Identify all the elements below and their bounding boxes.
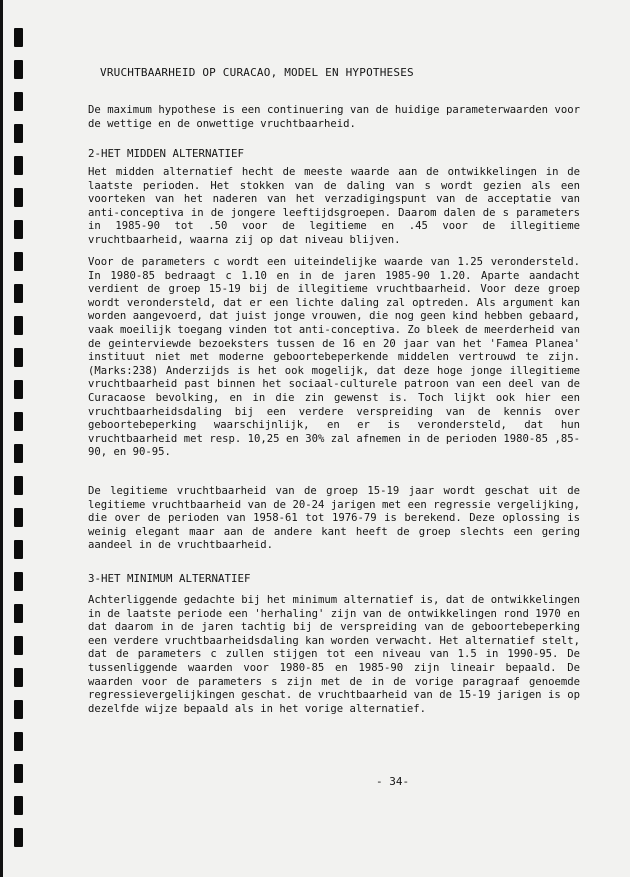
binder-hole [14, 508, 23, 527]
binder-hole [14, 668, 23, 687]
binder-hole [14, 284, 23, 303]
binder-hole [14, 92, 23, 111]
section-2-paragraph-2: Voor de parameters c wordt een uiteindelijke waarde van 1.25 verondersteld. In 1980-85 bedraagt c 1.10 en in de jaren 1985-90 1.20. Aparte aandacht verdient de groep 15-19 bij de illegitieme vruchtbaarheid. Voor deze groep wordt verondersteld, dat er een lichte daling zal optreden. Als argument kan worden aangevoerd, dat juist jonge vrouwen, die nog geen kind hebben gebaard, vaak moeilijk toegang vinden tot anti-conceptiva. Zo bleek de meerderheid van de geinterviewde bezoeksters tussen de 16 en 20 jaar van het 'Famea Planea' instituut niet met moderne geboortebeperkende middelen vertrouwd te zijn.(Marks:238) Anderzijds is het ook mogelijk, dat deze hoge jonge illegitieme vruchtbaarheid past binnen het sociaal-culturele patroon van een deel van de Curacaose bevolking, en in die zin gewenst is. Toch lijkt ook hier een vruchtbaarheidsdaling bij een verdere verspreiding van de kennis over geboortebeperking waarschijnlijk, en er is verondersteld, dat hun vruchtbaarheid met resp. 10,25 en 30% zal afnemen in de perioden 1980-85 ,85-90, en 90-95. [88, 256, 580, 459]
section-2-heading: 2-HET MIDDEN ALTERNATIEF [88, 147, 245, 160]
binder-hole [14, 540, 23, 559]
binder-hole [14, 732, 23, 751]
section-3-heading: 3-HET MINIMUM ALTERNATIEF [88, 572, 251, 585]
binder-hole [14, 28, 23, 47]
binder-hole [14, 796, 23, 815]
binder-hole [14, 444, 23, 463]
intro-paragraph: De maximum hypothese is een continuering van de huidige parameterwaarden voor de wettige en de onwettige vruchtbaarheid. [88, 104, 580, 130]
binder-hole [14, 476, 23, 495]
section-2-paragraph-1: Het midden alternatief hecht de meeste waarde aan de ontwikkelingen in de laatste perioden. Het stokken van de daling van s wordt gezien als een voorteken van het naderen van het verzadigingspunt van de acceptatie van anti-conceptiva in de jongere leeftijdsgroepen. Daarom dalen de s parameters in 1985-90 tot .50 voor de legitieme en .45 voor de illegitieme vruchtbaarheid, waarna zij op dat niveau blijven. [88, 166, 580, 246]
section-3-paragraph-1: Achterliggende gedachte bij het minimum alternatief is, dat de ontwikkelingen in de laatste periode een 'herhaling' zijn van de ontwikkelingen rond 1970 en dat daarom in de jaren tachtig bij de verspreiding van de geboortebeperking een verdere vruchtbaarheidsdaling kan worden verwacht. Het alternatief stelt, dat de parameters c zullen stijgen tot een niveau van 1.5 in 1990-95. De tussenliggende waarden voor 1980-85 en 1985-90 zijn lineair bepaald. De waarden voor de parameters s zijn met de in de vorige paragraaf genoemde regressievergelijkingen geschat. de vruchtbaarheid van de 15-19 jarigen is op dezelfde wijze bepaald als in het vorige alternatief. [88, 594, 580, 715]
page-number: - 34- [376, 775, 410, 788]
binder-hole [14, 604, 23, 623]
binder-hole [14, 188, 23, 207]
binder-hole [14, 572, 23, 591]
binder-hole [14, 60, 23, 79]
section-2-paragraph-3: De legitieme vruchtbaarheid van de groep 15-19 jaar wordt geschat uit de legitieme vruchtbaarheid van de 20-24 jarigen met een regressie vergelijking, die over de perioden van 1958-61 tot 1976-79 is berekend. Deze oplossing is weinig elegant maar aan de andere kant heeft de groep slechts een gering aandeel in de vruchtbaarheid. [88, 485, 580, 552]
binder-hole [14, 156, 23, 175]
binder-hole [14, 348, 23, 367]
binder-hole [14, 412, 23, 431]
page-title: VRUCHTBAARHEID OP CURACAO, MODEL EN HYPOTHESES [100, 66, 414, 79]
binder-hole [14, 316, 23, 335]
binder-hole [14, 636, 23, 655]
binder-hole [14, 764, 23, 783]
binder-hole [14, 380, 23, 399]
binder-hole [14, 252, 23, 271]
binder-hole [14, 700, 23, 719]
binder-hole [14, 124, 23, 143]
binder-hole [14, 828, 23, 847]
binder-hole [14, 220, 23, 239]
